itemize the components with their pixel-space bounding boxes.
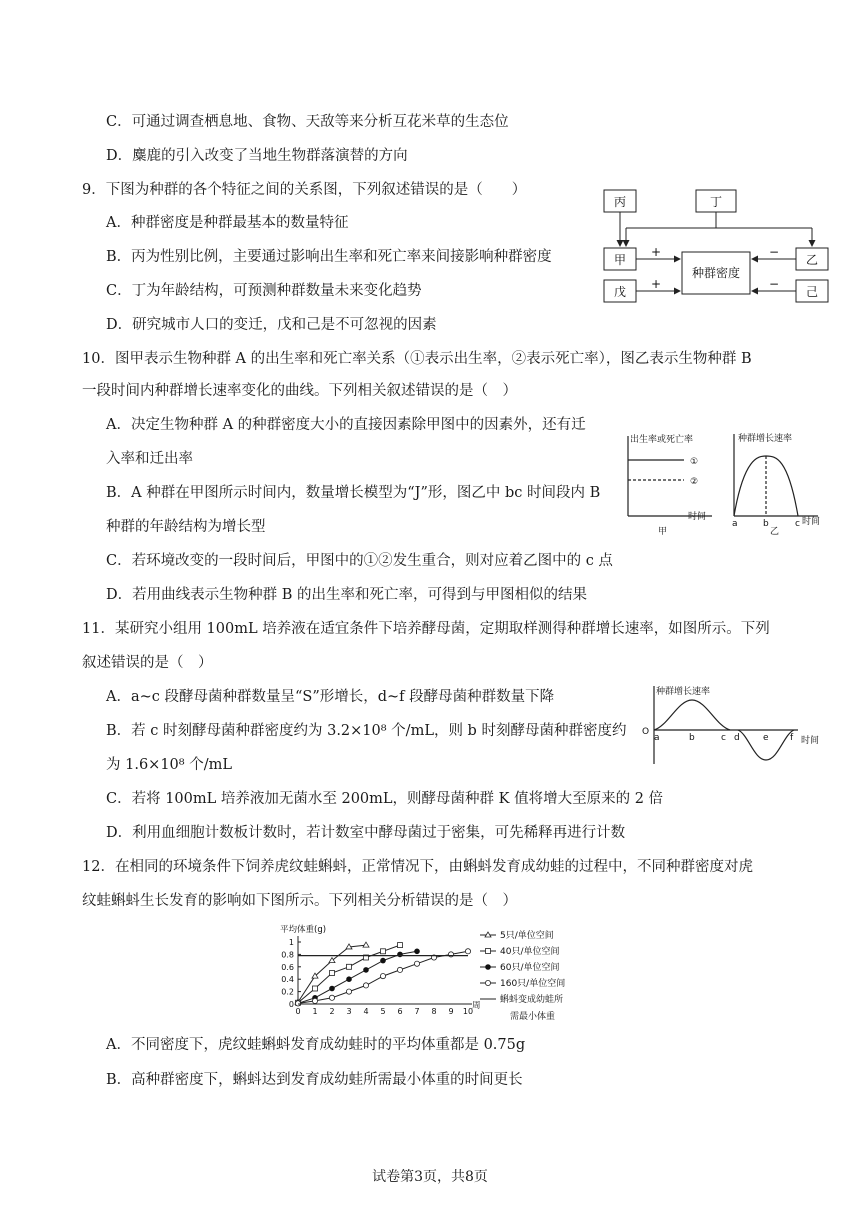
data-point: [398, 943, 403, 948]
line-label-1: ①: [690, 457, 699, 467]
figure-caption: 乙: [770, 527, 780, 537]
legend-label: 40只/单位空间: [500, 947, 560, 957]
minus-sign: −: [768, 277, 780, 291]
option-line: D．麋鹿的引入改变了当地生物群落演替的方向: [106, 148, 408, 164]
data-point: [380, 958, 386, 964]
y-tick-label: 0.4: [281, 975, 294, 985]
option-line: D．利用血细胞计数板计数时，若计数室中酵母菌过于密集，可先稀释再进行计数: [106, 825, 626, 841]
option-line: C．丁为年龄结构，可预测种群数量未来变化趋势: [106, 283, 422, 299]
x-tick-label: 1: [312, 1007, 318, 1016]
legend-label: 5只/单位空间: [500, 931, 554, 941]
node-population-density: 种群密度: [691, 266, 741, 280]
x-tick-label: 10: [462, 1007, 474, 1016]
legend-marker: [485, 980, 490, 985]
question-12-stem: 纹蛙蝌蚪生长发育的影响如下图所示。下列相关分析错误的是（ ）: [82, 893, 517, 909]
y-tick-label: 0: [288, 1000, 294, 1009]
y-tick-label: 0.8: [281, 950, 294, 960]
question-9-stem: 9．下图为种群的各个特征之间的关系图，下列叙述错误的是（ ）: [82, 182, 527, 198]
y-axis-label: 种群增长速率: [738, 434, 793, 444]
tick-c: c: [795, 519, 800, 529]
data-point: [397, 952, 403, 958]
option-line: A．a~c 段酵母菌种群数量呈“S”形增长，d~f 段酵母菌种群数量下降: [106, 689, 555, 705]
question-10-stem: 一段时间内种群增长速率变化的曲线。下列相关叙述错误的是（ ）: [82, 383, 517, 399]
data-point: [346, 976, 352, 982]
data-point: [363, 967, 369, 973]
node-jia: 甲: [613, 253, 627, 267]
x-tick-label: 0: [295, 1007, 301, 1016]
plus-sign: +: [650, 245, 662, 259]
legend-label: 60只/单位空间: [500, 963, 560, 973]
tick-b: b: [763, 519, 769, 529]
population-feature-diagram: [598, 186, 836, 308]
legend-marker: [486, 949, 491, 954]
legend-label: 蝌蚪变成幼蛙所: [500, 995, 564, 1005]
tick-c: c: [721, 733, 726, 743]
x-tick-label: 4: [363, 1007, 369, 1016]
line-label-2: ②: [690, 477, 699, 487]
option-line: 入率和迁出率: [106, 451, 193, 467]
data-point: [465, 949, 470, 954]
minus-sign: −: [768, 245, 780, 259]
tick-a: a: [732, 519, 738, 529]
option-line: D．研究城市人口的变迁，戊和己是不可忽视的因素: [106, 317, 437, 333]
x-tick-label: 6: [397, 1007, 403, 1016]
option-line: B．A 种群在甲图所示时间内，数量增长模型为“J”形，图乙中 bc 时间段内 B: [106, 485, 601, 501]
option-line: A．不同密度下，虎纹蛙蝌蚪发育成幼蛙时的平均体重都是 0.75g: [106, 1037, 526, 1053]
x-tick-label: 9: [448, 1007, 454, 1016]
node-bing: 丙: [613, 195, 627, 209]
data-point: [363, 983, 368, 988]
data-point: [346, 989, 351, 994]
x-axis-label: 时间: [688, 512, 707, 522]
data-point: [381, 949, 386, 954]
y-tick-label: 0.2: [281, 987, 294, 997]
option-line: B．若 c 时刻酵母菌种群密度约为 3.2×10⁸ 个/mL，则 b 时刻酵母菌种群密度约: [106, 723, 627, 739]
option-line: 为 1.6×10⁸ 个/mL: [106, 757, 232, 773]
data-point: [329, 986, 335, 992]
node-ding: 丁: [709, 195, 723, 209]
y-tick-label: 1: [288, 938, 294, 947]
node-yi: 乙: [805, 253, 819, 267]
data-point: [312, 998, 317, 1003]
legend-marker: [485, 964, 491, 970]
node-ji: 己: [805, 285, 819, 299]
x-axis-label: 周: [472, 1001, 481, 1011]
question-12-stem: 12．在相同的环境条件下饲养虎纹蛙蝌蚪，正常情况下，由蝌蚪发育成幼蛙的过程中，不同种群密度对虎: [82, 859, 753, 875]
option-line: A．种群密度是种群最基本的数量特征: [106, 215, 349, 231]
data-point: [414, 949, 420, 955]
y-axis-label: 出生率或死亡率: [630, 435, 694, 445]
option-line: B．丙为性别比例，主要通过影响出生率和死亡率来间接影响种群密度: [106, 249, 552, 265]
figure-yeast-growth-rate: [638, 682, 834, 768]
figure-jia-birth-death-rate: [624, 428, 724, 540]
question-11-stem: 11．某研究小组用 100mL 培养液在适宜条件下培养酵母菌，定期取样测得种群增长速率，如图所示。下列: [82, 621, 770, 637]
option-line: B．高种群密度下，蝌蚪达到发育成幼蛙所需最小体重的时间更长: [106, 1072, 523, 1088]
option-line: 种群的年龄结构为增长型: [106, 519, 266, 535]
y-axis-label: 种群增长速率: [656, 687, 711, 697]
tadpole-weight-chart: [258, 922, 598, 1026]
x-tick-label: 7: [414, 1007, 420, 1016]
data-point: [414, 961, 419, 966]
data-point: [330, 971, 335, 976]
node-wu: 戊: [613, 285, 627, 299]
tick-b: b: [689, 733, 695, 743]
option-line: C．若环境改变的一段时间后，甲图中的①②发生重合，则对应着乙图中的 c 点: [106, 553, 613, 569]
legend-label: 160只/单位空间: [500, 979, 566, 989]
figure-caption: 甲: [658, 527, 668, 537]
x-axis-label: 时间: [802, 517, 821, 527]
data-point: [295, 1001, 300, 1006]
option-line: D．若用曲线表示生物种群 B 的出生率和死亡率，可得到与甲图相似的结果: [106, 587, 587, 603]
origin-label: O: [642, 727, 650, 737]
tick-a: a: [654, 733, 660, 743]
x-tick-label: 2: [329, 1007, 335, 1016]
legend-label: 需最小体重: [510, 1012, 556, 1022]
option-line: C．可通过调查栖息地、食物、天敌等来分析互花米草的生态位: [106, 114, 509, 130]
data-point: [313, 986, 318, 991]
question-10-stem: 10．图甲表示生物种群 A 的出生率和死亡率关系（①表示出生率，②表示死亡率），图乙表示生物种群 B: [82, 351, 752, 367]
x-tick-label: 8: [431, 1007, 437, 1016]
option-line: A．决定生物种群 A 的种群密度大小的直接因素除甲图中的因素外，还有迁: [106, 417, 586, 433]
y-axis-label: 平均体重(g): [280, 925, 327, 935]
plus-sign: +: [650, 277, 662, 291]
x-axis-label: 时间: [801, 736, 820, 746]
option-line: C．若将 100mL 培养液加无菌水至 200mL，则酵母菌种群 K 值将增大至原来的 2 倍: [106, 791, 664, 807]
question-11-stem: 叙述错误的是（ ）: [82, 655, 213, 671]
data-point: [329, 995, 334, 1000]
y-tick-label: 0.6: [281, 962, 294, 972]
data-point: [363, 942, 369, 947]
x-tick-label: 3: [346, 1007, 352, 1016]
tick-e: e: [763, 733, 769, 743]
page-footer: 试卷第3页，共8页: [372, 1169, 488, 1185]
data-point: [347, 964, 352, 969]
figure-yi-growth-rate: [730, 428, 830, 540]
data-point: [397, 967, 402, 972]
tick-d: d: [734, 733, 740, 743]
data-point: [380, 974, 385, 979]
tick-f: f: [790, 733, 794, 743]
x-tick-label: 5: [380, 1007, 386, 1016]
